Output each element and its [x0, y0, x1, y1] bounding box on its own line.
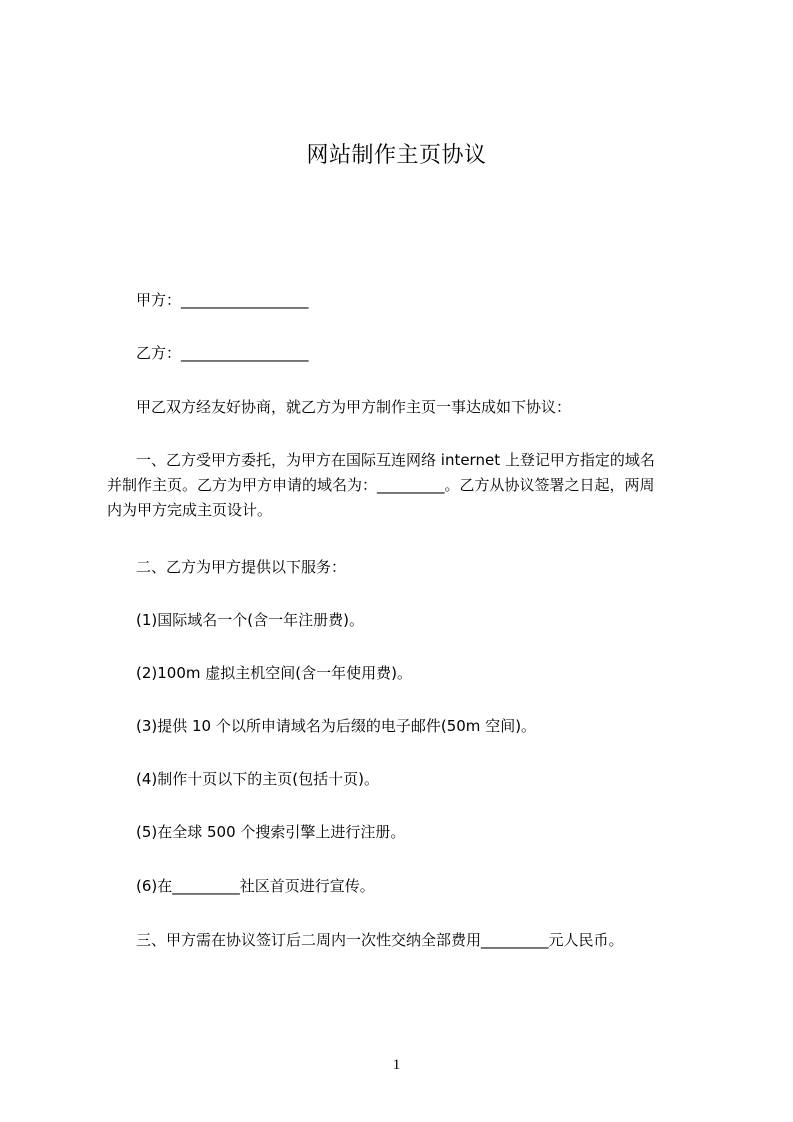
party-b-line: 乙方：_________________ [136, 344, 309, 362]
service-item: (2)100m 虚拟主机空间(含一年使用费)。 [136, 664, 412, 682]
service-item: (4)制作十页以下的主页(包括十页)。 [136, 770, 379, 788]
service-item: (1)国际域名一个(含一年注册费)。 [136, 611, 364, 629]
clause-1-line-2: 并制作主页。乙方为甲方申请的域名为：_________。乙方从协议签署之日起，两周 [107, 476, 655, 494]
service-item: (3)提供 10 个以所申请域名为后缀的电子邮件(50m 空间)。 [136, 717, 537, 735]
clause-1-line-3: 内为甲方完成主页设计。 [107, 501, 273, 519]
service-item: (5)在全球 500 个搜索引擎上进行注册。 [136, 823, 406, 841]
page-number: 1 [392, 1057, 401, 1073]
document-title: 网站制作主页协议 [306, 143, 487, 168]
clause-3-paragraph: 三、甲方需在协议签订后二周内一次性交纳全部费用_________元人民币。 [136, 931, 624, 949]
intro-paragraph: 甲乙双方经友好协商，就乙方为甲方制作主页一事达成如下协议： [136, 398, 572, 416]
clause-2-heading: 二、乙方为甲方提供以下服务： [136, 558, 347, 576]
clause-1-line-1: 一、乙方受甲方委托，为甲方在国际互连网络 internet 上登记甲方指定的域名 [136, 451, 655, 469]
service-item: (6)在_________社区首页进行宣传。 [136, 877, 375, 895]
party-a-line: 甲方：_________________ [136, 291, 309, 309]
clause-1-paragraph [107, 448, 712, 523]
